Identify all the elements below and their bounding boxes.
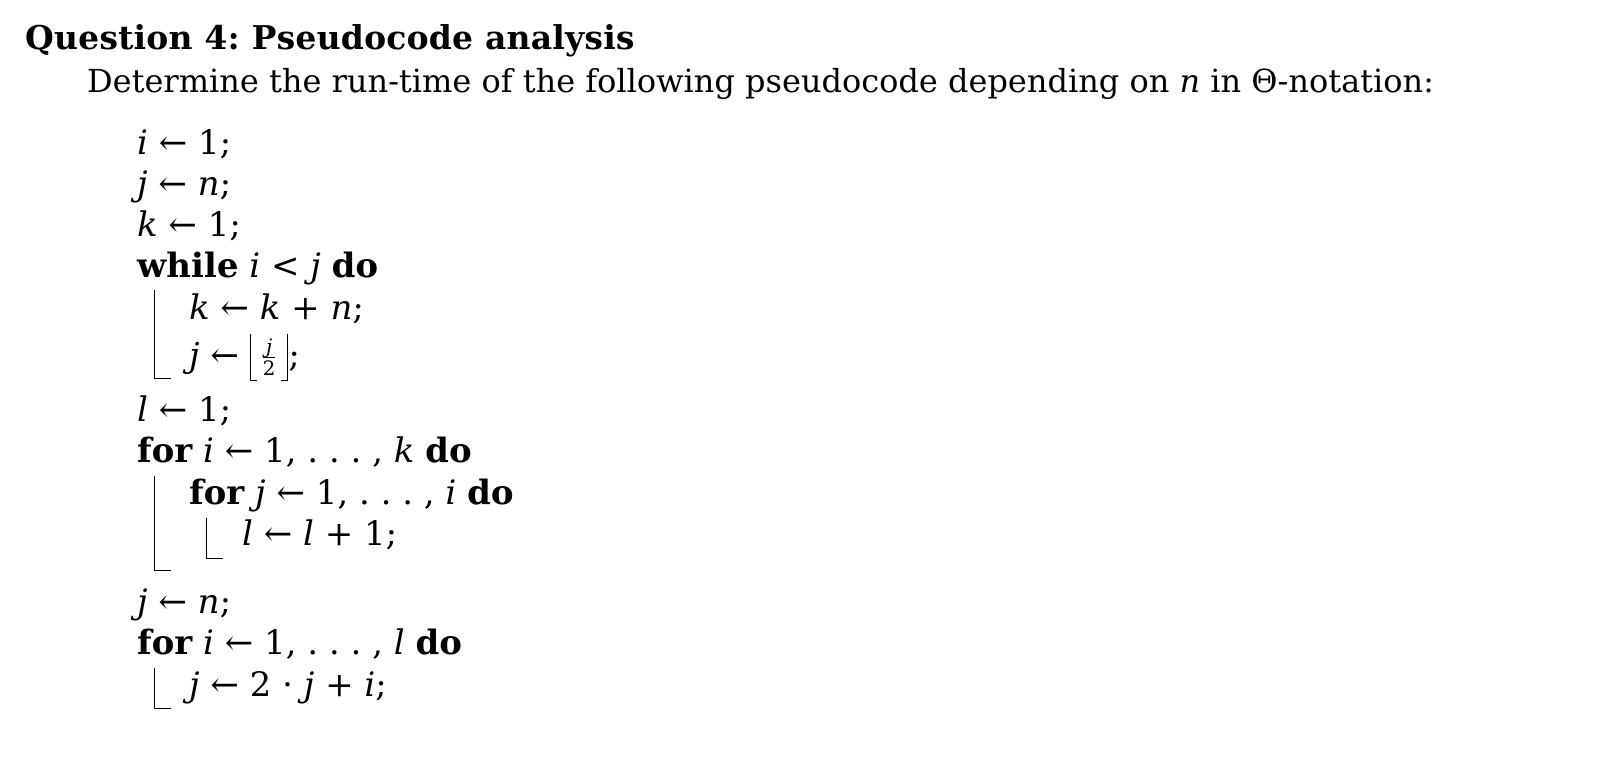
assign-arrow: ←: [158, 123, 188, 163]
code-line-for-last-body: [189, 665, 387, 705]
keyword-for: for: [137, 431, 193, 471]
var: j: [189, 665, 200, 705]
question-prompt: [87, 62, 1434, 100]
keyword-for: for: [189, 473, 245, 513]
plus: +: [324, 514, 354, 554]
var: l: [303, 514, 314, 554]
multiply-dot: ·: [282, 665, 293, 705]
keyword-do: do: [467, 473, 514, 513]
range-end: k: [393, 431, 415, 471]
semicolon: ;: [352, 288, 364, 328]
assign-arrow: ←: [158, 390, 188, 430]
var: j: [189, 335, 200, 376]
code-line-while-body-k: [189, 288, 364, 328]
code-line-for-outer: [137, 431, 472, 471]
var: i: [203, 623, 214, 663]
prompt-text-start: Determine the run-time of the following pseudocode depending on: [87, 62, 1180, 100]
assign-arrow: ←: [158, 582, 187, 622]
for-last-block-bracket: [154, 668, 171, 709]
var: j: [137, 582, 148, 622]
var: i: [249, 246, 261, 286]
assign-arrow: ←: [276, 473, 305, 513]
semicolon: ;: [288, 335, 300, 376]
var: j: [255, 473, 266, 513]
code-line-inner-body: [242, 514, 398, 554]
var: j: [303, 665, 315, 705]
keyword-while: while: [137, 246, 239, 286]
semicolon: ;: [375, 665, 387, 705]
code-line-while: [137, 246, 379, 286]
var: i: [137, 123, 148, 163]
range-dots: , . . . ,: [285, 623, 394, 663]
assign-arrow: ←: [220, 288, 249, 328]
code-line-init-k: [137, 205, 241, 245]
code-line-init-i: [137, 123, 232, 163]
keyword-for: for: [137, 623, 193, 663]
var: k: [259, 288, 281, 328]
for-outer-block-bracket: [154, 476, 171, 571]
value: 1: [207, 205, 230, 245]
range-start: 1: [315, 473, 338, 513]
code-line-init-j: [137, 164, 232, 204]
range-start: 1: [264, 431, 286, 471]
range-end: l: [393, 623, 405, 663]
question-title: Question 4: Pseudocode analysis: [25, 18, 635, 57]
prompt-text-end: in Θ-notation:: [1200, 62, 1434, 100]
less-than: <: [270, 246, 300, 286]
value: 1: [198, 390, 220, 430]
semicolon: ;: [219, 164, 232, 204]
for-inner-block-bracket: [206, 518, 223, 559]
value: 1: [364, 514, 386, 554]
var: k: [137, 205, 158, 245]
range-dots: , . . . ,: [337, 473, 446, 513]
range-end: i: [445, 473, 457, 513]
code-line-init-l: [137, 390, 232, 430]
fraction-denominator: 2: [262, 356, 276, 380]
plus: +: [291, 288, 320, 328]
range-start: 1: [264, 623, 286, 663]
assign-arrow: ←: [158, 164, 187, 204]
code-line-for-last: [137, 623, 462, 663]
keyword-do: do: [425, 431, 472, 471]
assign-arrow: ←: [168, 205, 197, 245]
fraction: [260, 336, 279, 379]
code-line-reset-j: [137, 582, 232, 622]
var: n: [330, 288, 353, 328]
assign-arrow: ←: [210, 665, 239, 705]
semicolon: ;: [385, 514, 398, 554]
var: j: [310, 246, 321, 286]
fraction-numerator: j: [263, 336, 275, 358]
assign-arrow: ←: [210, 335, 239, 376]
code-line-for-inner: [189, 473, 514, 513]
var: l: [137, 390, 148, 430]
semicolon: ;: [219, 390, 232, 430]
value: 2: [249, 665, 272, 705]
var: j: [137, 164, 148, 204]
var: i: [364, 665, 376, 705]
semicolon: ;: [219, 123, 232, 163]
floor-brackets: [250, 336, 289, 379]
var: l: [242, 514, 253, 554]
semicolon: ;: [219, 582, 232, 622]
semicolon: ;: [229, 205, 241, 245]
var: i: [203, 431, 214, 471]
keyword-do: do: [415, 623, 462, 663]
code-line-while-body-j: [189, 336, 300, 379]
range-dots: , . . . ,: [285, 431, 394, 471]
keyword-do: do: [331, 246, 379, 286]
value: n: [197, 164, 220, 204]
var: k: [189, 288, 210, 328]
value: n: [197, 582, 220, 622]
while-block-bracket: [154, 290, 171, 379]
prompt-variable: n: [1179, 62, 1201, 100]
plus: +: [325, 665, 354, 705]
assign-arrow: ←: [263, 514, 293, 554]
value: 1: [198, 123, 220, 163]
assign-arrow: ←: [224, 431, 254, 471]
assign-arrow: ←: [224, 623, 254, 663]
